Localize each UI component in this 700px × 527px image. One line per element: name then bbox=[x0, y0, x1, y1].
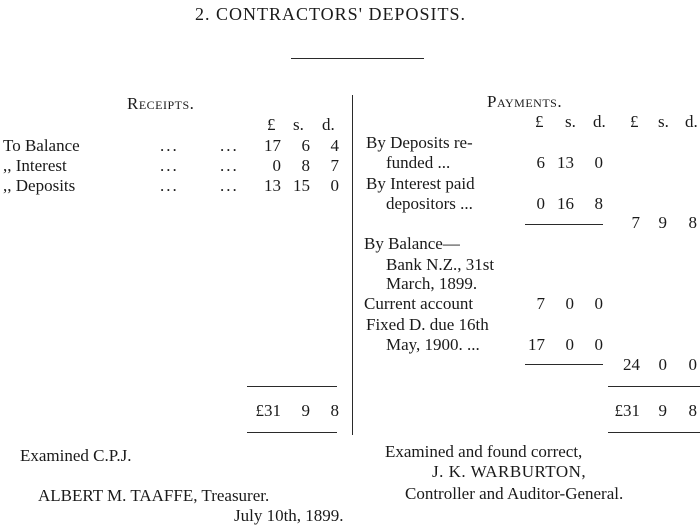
receipts-pence-header: d. bbox=[322, 115, 335, 134]
receipts-row-shillings: 15 bbox=[293, 176, 310, 195]
receipts-row-leader: ... bbox=[160, 136, 179, 155]
payments-line: March, 1899. bbox=[386, 274, 478, 293]
receipts-row-leader: ... bbox=[220, 156, 239, 175]
receipts-row-shillings: 6 bbox=[301, 136, 310, 155]
payments-heading: Payments. bbox=[487, 92, 563, 111]
receipts-row-pounds: 17 bbox=[264, 136, 281, 155]
payments-line: Bank N.Z., 31st bbox=[386, 255, 495, 274]
payments-inner-pence: 0 bbox=[594, 335, 603, 354]
payments-total-rule bbox=[608, 386, 700, 387]
payments-line: By Deposits re- bbox=[366, 133, 473, 152]
receipts-total-pounds: £31 bbox=[255, 401, 281, 420]
payments-line: By Interest paid bbox=[366, 174, 475, 193]
receipts-row-label: To Balance bbox=[3, 136, 80, 155]
examined-initials: Examined C.P.J. bbox=[20, 446, 132, 465]
payments-subtotal-pence: 8 bbox=[688, 213, 697, 232]
receipts-row-leader: ... bbox=[160, 156, 179, 175]
title-rule bbox=[291, 58, 424, 59]
payments-outer-pound-header: £ bbox=[630, 112, 639, 131]
receipts-total-double-rule bbox=[247, 432, 337, 433]
payments-outer-pence-header: d. bbox=[685, 112, 698, 131]
payments-line: May, 1900. ... bbox=[386, 335, 480, 354]
payments-total-pounds: £31 bbox=[614, 401, 640, 420]
receipts-total-rule bbox=[247, 386, 337, 387]
auditor-title: Controller and Auditor-General. bbox=[405, 484, 624, 503]
treasurer-signature: ALBERT M. TAAFFE, Treasurer. bbox=[38, 486, 270, 505]
payments-outer-shilling-header: s. bbox=[658, 112, 669, 131]
payments-inner-pence-header: d. bbox=[593, 112, 606, 131]
receipts-row-pence: 0 bbox=[330, 176, 339, 195]
payments-line: depositors ... bbox=[386, 194, 473, 213]
payments-inner-pounds: 17 bbox=[528, 335, 545, 354]
payments-inner-shillings: 16 bbox=[557, 194, 574, 213]
payments-inner-rule bbox=[525, 224, 603, 225]
payments-line: funded ... bbox=[386, 153, 451, 172]
payments-inner-pence: 0 bbox=[594, 294, 603, 313]
payments-line: Fixed D. due 16th bbox=[366, 315, 489, 334]
payments-line: By Balance— bbox=[364, 234, 460, 253]
receipts-row-label: ,, Interest bbox=[3, 156, 67, 175]
payments-inner-pounds: 6 bbox=[536, 153, 545, 172]
payments-subtotal-shillings: 0 bbox=[658, 355, 667, 374]
receipts-row-leader: ... bbox=[160, 176, 179, 195]
receipts-total-shillings: 9 bbox=[301, 401, 310, 420]
payments-inner-pence: 0 bbox=[594, 153, 603, 172]
receipts-heading: Receipts. bbox=[127, 94, 195, 113]
receipts-row-leader: ... bbox=[220, 136, 239, 155]
receipts-shilling-header: s. bbox=[293, 115, 304, 134]
payments-inner-shilling-header: s. bbox=[565, 112, 576, 131]
receipts-pound-header: £ bbox=[267, 115, 276, 134]
payments-inner-shillings: 0 bbox=[565, 335, 574, 354]
receipts-row-shillings: 8 bbox=[301, 156, 310, 175]
receipts-row-pence: 7 bbox=[330, 156, 339, 175]
receipts-row-label: ,, Deposits bbox=[3, 176, 76, 195]
payments-inner-pounds: 7 bbox=[536, 294, 545, 313]
payments-inner-pound-header: £ bbox=[535, 112, 544, 131]
payments-subtotal-pounds: 24 bbox=[623, 355, 640, 374]
payments-line: Current account bbox=[364, 294, 474, 313]
statement-date: July 10th, 1899. bbox=[234, 506, 344, 525]
receipts-row-pence: 4 bbox=[330, 136, 339, 155]
audit-statement: Examined and found correct, bbox=[385, 442, 583, 461]
payments-inner-rule bbox=[525, 364, 603, 365]
payments-subtotal-pounds: 7 bbox=[631, 213, 640, 232]
receipts-row-pounds: 0 bbox=[272, 156, 281, 175]
receipts-row-pounds: 13 bbox=[264, 176, 281, 195]
payments-subtotal-pence: 0 bbox=[688, 355, 697, 374]
page-title: 2. CONTRACTORS' DEPOSITS. bbox=[195, 4, 466, 24]
column-divider bbox=[352, 95, 353, 435]
payments-subtotal-shillings: 9 bbox=[658, 213, 667, 232]
payments-total-pence: 8 bbox=[688, 401, 697, 420]
receipts-total-pence: 8 bbox=[330, 401, 339, 420]
payments-total-shillings: 9 bbox=[658, 401, 667, 420]
payments-inner-shillings: 0 bbox=[565, 294, 574, 313]
receipts-row-leader: ... bbox=[220, 176, 239, 195]
payments-inner-pounds: 0 bbox=[536, 194, 545, 213]
auditor-name: J. K. WARBURTON, bbox=[432, 462, 587, 481]
payments-total-double-rule bbox=[608, 432, 700, 433]
payments-inner-pence: 8 bbox=[594, 194, 603, 213]
payments-inner-shillings: 13 bbox=[557, 153, 574, 172]
